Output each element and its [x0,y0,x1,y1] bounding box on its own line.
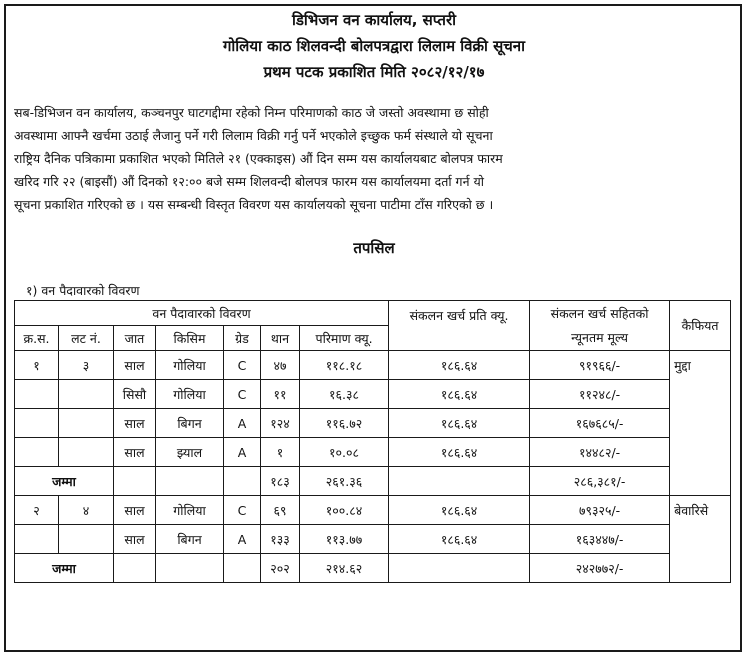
cell-cost: १८६.६४ [389,380,530,409]
cell-sn: २ [15,496,59,525]
cell-lot: ४ [59,496,114,525]
cell-pieces: १ [261,438,300,467]
table-row [15,525,731,554]
cell-grade: C [224,496,261,525]
cell-type: गोलिया [156,380,224,409]
cell-cost [389,467,530,496]
body-line-5: सूचना प्रकाशित गरिएको छ । यस सम्बन्धी विस्तृत विवरण यस कार्यालयको सूचना पाटीमा टाँस गरिएको छ । [14,197,494,212]
cell-remark: बेवारिसे [670,496,731,583]
schedule-heading: तपसिल [353,239,395,257]
cell-volume: १००.८४ [300,496,389,525]
col-grade-header: ग्रेड [224,326,261,351]
total-price: २४२७७२/- [530,554,670,583]
table-row [15,380,731,409]
cell-pieces: १२४ [261,409,300,438]
cell-species: साल [114,525,156,554]
group-header: वन पैदावारको विवरण [15,301,389,326]
cell-volume: ११६.७२ [300,409,389,438]
cell-min-price: ९१९६६/- [530,351,670,380]
cell-cost: १८६.६४ [389,409,530,438]
cell-type: झ्याल [156,438,224,467]
cell-min-price: १४४८२/- [530,438,670,467]
section-label: १) वन पैदावारको विवरण [26,283,140,298]
body-line-3: राष्ट्रिय दैनिक पत्रिकामा प्रकाशित भएको मितिले २१ (एक्काइस) औं दिन सम्म यस कार्यालयबाट बोलपत्र फारम [14,151,503,166]
cell-cost: १८६.६४ [389,351,530,380]
table-row [15,409,731,438]
table-total-row [15,554,731,583]
cell-pieces: ६९ [261,496,300,525]
min-price-header-line1: संकलन खर्च सहितको [530,301,670,326]
cell-min-price: १६३४४७/- [530,525,670,554]
cell-cost: १८६.६४ [389,525,530,554]
remarks-header: कैफियत [670,301,731,351]
cell-lot [59,380,114,409]
cell-min-price: ७९३२५/- [530,496,670,525]
cell-grade: A [224,525,261,554]
table-header-row-2 [15,326,731,351]
cell-min-price: ११२४८/- [530,380,670,409]
cell-grade: A [224,409,261,438]
cell-grade: C [224,380,261,409]
col-pieces-header: थान [261,326,300,351]
cell-pieces: ४७ [261,351,300,380]
body-line-2: अवस्थामा आफ्नै खर्चमा उठाई लैजानु पर्ने गरी लिलाम विक्री गर्नु पर्ने भएकोले इच्छुक फर्म संस्थाले यो सूचना [14,128,493,143]
table-row [15,351,731,380]
produce-table [14,300,731,583]
cell-lot: ३ [59,351,114,380]
col-lot-header: लट नं. [59,326,114,351]
table-row [15,438,731,467]
cell-species: साल [114,496,156,525]
cell-lot [59,409,114,438]
cell-type [156,467,224,496]
cell-species: साल [114,409,156,438]
cell-sn [15,380,59,409]
cell-cost: १८६.६४ [389,496,530,525]
total-price: २८६,३८१/- [530,467,670,496]
publish-date: प्रथम पटक प्रकाशित मिति २०८२/१२/१७ [263,63,485,81]
cell-volume: १६.३८ [300,380,389,409]
office-name: डिभिजन वन कार्यालय, सप्तरी [291,11,457,29]
cell-min-price: १६७६८५/- [530,409,670,438]
cell-type: बिगन [156,525,224,554]
table-header-row-1 [15,301,731,326]
cell-pieces: ११ [261,380,300,409]
cell-species [114,554,156,583]
total-label: जम्मा [15,554,114,583]
total-pieces: २०२ [261,554,300,583]
cell-grade [224,554,261,583]
total-label: जम्मा [15,467,114,496]
body-line-4: खरिद गरि २२ (बाइसौं) औं दिनको १२:०० बजे सम्म शिलवन्दी बोलपत्र फारम यस कार्यालयमा दर्ता गर्न यो [14,174,484,189]
cell-grade: A [224,438,261,467]
cell-sn [15,409,59,438]
cell-species: साल [114,351,156,380]
cell-grade: C [224,351,261,380]
cell-remark: मुद्दा [670,351,731,496]
min-price-header-line2: न्यूनतम मूल्य [530,326,670,351]
col-volume-header: परिमाण क्यू. [300,326,389,351]
cell-type [156,554,224,583]
body-line-1: सब-डिभिजन वन कार्यालय, कञ्चनपुर घाटगद्दीमा रहेको निम्न परिमाणको काठ जे जस्तो अवस्थामा छ सोही [14,105,489,120]
cell-volume: ११३.७७ [300,525,389,554]
table-row [15,496,731,525]
col-species-header: जात [114,326,156,351]
cell-grade [224,467,261,496]
cell-volume: १०.०८ [300,438,389,467]
cell-species [114,467,156,496]
col-type-header: किसिम [156,326,224,351]
cell-pieces: १३३ [261,525,300,554]
cell-sn [15,525,59,554]
cell-species: साल [114,438,156,467]
cell-sn [15,438,59,467]
cell-lot [59,525,114,554]
cell-volume: ११८.१८ [300,351,389,380]
cell-species: सिसौ [114,380,156,409]
col-sn-header: क्र.स. [15,326,59,351]
notice-title: गोलिया काठ शिलवन्दी बोलपत्रद्वारा लिलाम विक्री सूचना [222,37,526,55]
total-volume: २१४.६२ [300,554,389,583]
cell-sn: १ [15,351,59,380]
table-total-row [15,467,731,496]
cell-type: गोलिया [156,351,224,380]
cell-cost [389,554,530,583]
cell-cost: १८६.६४ [389,438,530,467]
cell-type: गोलिया [156,496,224,525]
cell-lot [59,438,114,467]
cost-header: संकलन खर्च प्रति क्यू. [389,301,530,351]
cell-type: बिगन [156,409,224,438]
total-volume: २६१.३६ [300,467,389,496]
total-pieces: १८३ [261,467,300,496]
